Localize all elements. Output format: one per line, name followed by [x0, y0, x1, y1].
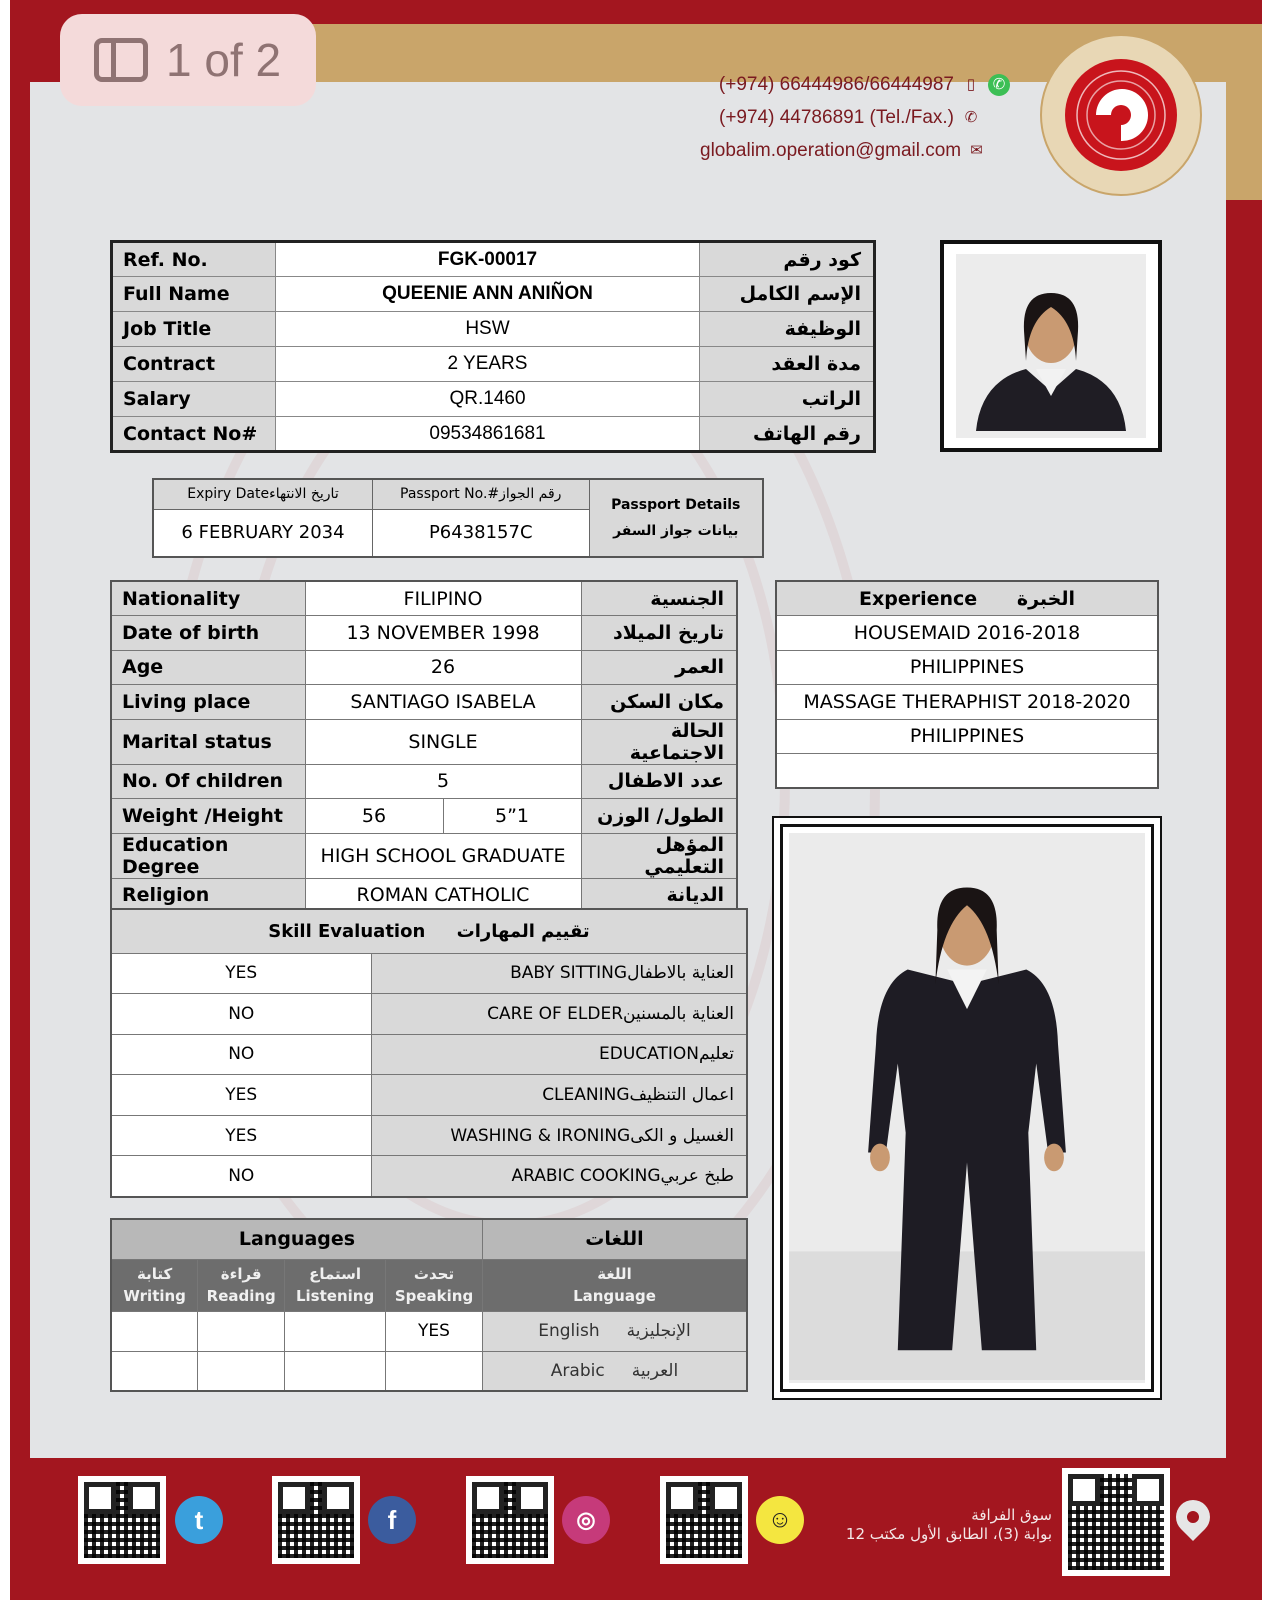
row-label-arabic: العمر — [581, 650, 737, 685]
english-reading — [198, 1311, 285, 1351]
table-row — [111, 1311, 747, 1351]
skill-label-en: ARABIC COOKING — [511, 1166, 661, 1187]
table-row — [112, 347, 875, 382]
living-place: SANTIAGO ISABELA — [305, 685, 581, 720]
table-row — [776, 685, 1158, 720]
snapchat-icon[interactable]: ☺ — [756, 1496, 804, 1544]
sidebar-toggle-icon[interactable] — [94, 38, 148, 82]
table-row — [111, 909, 747, 953]
row-label-arabic: رقم الهاتف — [700, 417, 875, 452]
row-label-arabic: عدد الاطفال — [581, 764, 737, 799]
column-header-writing — [111, 1259, 198, 1311]
page-counter: 1 of 2 — [166, 34, 282, 86]
row-label: Marital status — [111, 719, 305, 764]
skill-label — [371, 1156, 747, 1197]
column-header-en: Language — [573, 1287, 656, 1305]
language-name — [482, 1311, 747, 1351]
row-label-arabic: مدة العقد — [700, 347, 875, 382]
english-speaking: YES — [386, 1311, 483, 1351]
language-name-ar: العربية — [631, 1360, 679, 1381]
column-header-speaking — [386, 1259, 483, 1311]
salary: QR.1460 — [276, 382, 700, 417]
skill-title-en: Skill Evaluation — [268, 920, 426, 942]
skill-evaluation-table — [110, 908, 748, 1198]
column-header-en: Speaking — [394, 1287, 474, 1305]
row-label: No. Of children — [111, 764, 305, 799]
skill-label-arabic: الغسيل و الكى — [630, 1125, 734, 1146]
skill-label-en: CLEANING — [542, 1085, 630, 1106]
arabic-writing — [111, 1351, 198, 1391]
languages-title-ar: اللغات — [482, 1219, 747, 1259]
skill-label-arabic: تعليم — [698, 1044, 734, 1065]
contact-number: 09534861681 — [276, 417, 700, 452]
mail-icon: ✉ — [970, 142, 983, 159]
tel-fax-number: (+974) 44786891 (Tel./Fax.) — [719, 107, 954, 128]
row-label: Age — [111, 650, 305, 685]
column-header-reading — [198, 1259, 285, 1311]
table-row — [111, 650, 737, 685]
row-label-arabic: الجنسية — [581, 581, 737, 616]
row-label: Education Degree — [111, 833, 305, 878]
row-label-arabic: الإسم الكامل — [700, 277, 875, 312]
full-body-photo — [772, 816, 1162, 1400]
column-header-en: Writing — [123, 1287, 186, 1305]
passport-title-en: Passport Details — [611, 497, 741, 513]
table-row — [112, 277, 875, 312]
full-name: QUEENIE ANN ANIÑON — [276, 277, 700, 312]
column-header-en: Listening — [295, 1287, 375, 1305]
row-label-arabic: الوظيفة — [700, 312, 875, 347]
experience-header — [776, 581, 1158, 616]
experience-entry: PHILIPPINES — [776, 650, 1158, 685]
table-row — [111, 764, 737, 799]
portrait-figure — [956, 254, 1146, 438]
company-logo — [1036, 30, 1206, 200]
skill-label-arabic: العناية بالمسنين — [623, 1003, 734, 1024]
whatsapp-icon: ✆ — [988, 74, 1010, 96]
job-title: HSW — [276, 312, 700, 347]
column-header-ar: كتابة — [137, 1265, 173, 1283]
table-row — [111, 581, 737, 616]
full-body-figure — [789, 833, 1145, 1383]
table-row — [111, 953, 747, 994]
row-label-arabic: تاريخ الميلاد — [581, 616, 737, 651]
table-row — [776, 616, 1158, 651]
experience-entry: MASSAGE THERAPHIST 2018-2020 — [776, 685, 1158, 720]
row-label: Contract — [112, 347, 276, 382]
table-row — [112, 382, 875, 417]
qr-code-location[interactable] — [1062, 1468, 1170, 1576]
column-header-listening — [285, 1259, 386, 1311]
experience-entry: PHILIPPINES — [776, 719, 1158, 754]
row-label: Contact No# — [112, 417, 276, 452]
column-header-ar: استماع — [309, 1265, 362, 1283]
phone-icon: ✆ — [964, 109, 978, 126]
column-header-ar: اللغة — [597, 1265, 632, 1283]
table-row — [776, 650, 1158, 685]
row-label-arabic: الحالة الاجتماعية — [581, 719, 737, 764]
address-line-1: سوق الفرافة — [971, 1506, 1052, 1524]
table-row — [112, 242, 875, 277]
row-label: Nationality — [111, 581, 305, 616]
row-label: Religion — [111, 878, 305, 913]
row-label-arabic: الطول/ الوزن — [581, 799, 737, 834]
table-row — [111, 719, 737, 764]
twitter-icon[interactable]: t — [175, 1496, 223, 1544]
mobile-numbers: (+974) 66444986/66444987 — [718, 74, 954, 95]
instagram-icon[interactable]: ◎ — [562, 1496, 610, 1544]
passport-number-header: Passport No.#رقم الجواز — [372, 479, 589, 509]
table-row — [112, 417, 875, 452]
language-name — [482, 1351, 747, 1391]
skill-label — [371, 953, 747, 994]
page-counter-badge — [60, 14, 316, 106]
skill-value: NO — [111, 1156, 371, 1197]
table-row — [111, 1259, 747, 1311]
skill-label — [371, 994, 747, 1035]
age: 26 — [305, 650, 581, 685]
column-header-ar: تحدث — [413, 1265, 455, 1283]
table-row — [111, 799, 737, 834]
weight: 56 — [305, 799, 443, 834]
table-row — [111, 833, 737, 878]
table-row — [111, 1219, 747, 1259]
arabic-speaking — [386, 1351, 483, 1391]
expiry-header: Expiry Dateتاريخ الانتهاء — [153, 479, 372, 509]
skill-header — [111, 909, 747, 953]
skill-value: YES — [111, 1115, 371, 1156]
qr-code-snapchat[interactable] — [660, 1476, 748, 1564]
address-line-2: بوابة (3)، الطابق الأول مكتب 12 — [845, 1525, 1052, 1543]
row-label: Living place — [111, 685, 305, 720]
row-label-arabic: الديانة — [581, 878, 737, 913]
arabic-reading — [198, 1351, 285, 1391]
skill-label-en: CARE OF ELDER — [487, 1003, 624, 1024]
number-of-children: 5 — [305, 764, 581, 799]
passport-title-ar: بيانات جواز السفر — [613, 523, 739, 539]
row-label: Date of birth — [111, 616, 305, 651]
mobile-phone-icon: ▯ — [966, 76, 976, 93]
experience-entry — [776, 754, 1158, 789]
skill-title-ar: تقييم المهارات — [456, 920, 590, 942]
passport-details-label — [589, 479, 763, 557]
english-writing — [111, 1311, 198, 1351]
contact-block — [700, 68, 1010, 167]
english-listening — [285, 1311, 386, 1351]
nationality: FILIPINO — [305, 581, 581, 616]
personal-details-table — [110, 580, 738, 914]
skill-value: NO — [111, 1034, 371, 1075]
row-label: Full Name — [112, 277, 276, 312]
table-row — [111, 685, 737, 720]
skill-label-en: WASHING & IRONING — [450, 1125, 631, 1146]
qr-code-twitter[interactable] — [78, 1476, 166, 1564]
passport-number: P6438157C — [372, 509, 589, 557]
language-name-en: English — [538, 1321, 600, 1341]
skill-label — [371, 1075, 747, 1116]
experience-title-ar: الخبرة — [1016, 587, 1075, 610]
religion: ROMAN CATHOLIC — [305, 878, 581, 913]
skill-label — [371, 1034, 747, 1075]
skill-label-en: EDUCATION — [599, 1044, 699, 1065]
row-label-arabic: مكان السكن — [581, 685, 737, 720]
marital-status: SINGLE — [305, 719, 581, 764]
education-degree: HIGH SCHOOL GRADUATE — [305, 833, 581, 878]
row-label: Ref. No. — [112, 242, 276, 277]
date-of-birth: 13 NOVEMBER 1998 — [305, 616, 581, 651]
job-details-table — [110, 240, 876, 453]
skill-label-arabic: اعمال التنظيف — [629, 1085, 734, 1106]
skill-label — [371, 1115, 747, 1156]
qr-code-instagram[interactable] — [466, 1476, 554, 1564]
table-row — [111, 1115, 747, 1156]
experience-entry: HOUSEMAID 2016-2018 — [776, 616, 1158, 651]
languages-title-en: Languages — [111, 1219, 482, 1259]
skill-label-en: BABY SITTING — [510, 963, 628, 984]
table-row — [111, 994, 747, 1035]
ref-number: FGK-00017 — [276, 242, 700, 277]
table-row — [111, 1034, 747, 1075]
table-row — [111, 616, 737, 651]
skill-label-arabic: طبخ عربي — [660, 1166, 734, 1187]
height: 5”1 — [443, 799, 581, 834]
table-row — [153, 479, 763, 509]
table-row — [112, 312, 875, 347]
passport-table — [152, 478, 764, 558]
arabic-listening — [285, 1351, 386, 1391]
table-row — [776, 719, 1158, 754]
column-header-en: Reading — [206, 1287, 276, 1305]
row-label-arabic: كود رقم — [700, 242, 875, 277]
facebook-icon[interactable]: f — [368, 1496, 416, 1544]
skill-label-arabic: العناية بالاطفال — [627, 963, 734, 984]
row-label: Salary — [112, 382, 276, 417]
table-row — [111, 1351, 747, 1391]
languages-table — [110, 1218, 748, 1392]
portrait-photo — [940, 240, 1162, 452]
table-row — [111, 1075, 747, 1116]
contract-duration: 2 YEARS — [276, 347, 700, 382]
passport-expiry: 6 FEBRUARY 2034 — [153, 509, 372, 557]
row-label: Weight /Height — [111, 799, 305, 834]
email-address: globalim.operation@gmail.com — [700, 140, 962, 161]
row-label-arabic: المؤهل التعليمي — [581, 833, 737, 878]
table-row — [776, 581, 1158, 616]
address-text — [822, 1506, 1052, 1544]
experience-title-en: Experience — [858, 587, 978, 610]
table-row — [111, 1156, 747, 1197]
skill-value: NO — [111, 994, 371, 1035]
language-name-ar: الإنجليزية — [626, 1321, 691, 1341]
row-label: Job Title — [112, 312, 276, 347]
table-row — [776, 754, 1158, 789]
qr-code-facebook[interactable] — [272, 1476, 360, 1564]
experience-table — [775, 580, 1159, 789]
skill-value: YES — [111, 1075, 371, 1116]
column-header-ar: قراءة — [220, 1265, 262, 1283]
skill-value: YES — [111, 953, 371, 994]
row-label-arabic: الراتب — [700, 382, 875, 417]
language-name-en: Arabic — [550, 1360, 605, 1381]
column-header-language — [482, 1259, 747, 1311]
